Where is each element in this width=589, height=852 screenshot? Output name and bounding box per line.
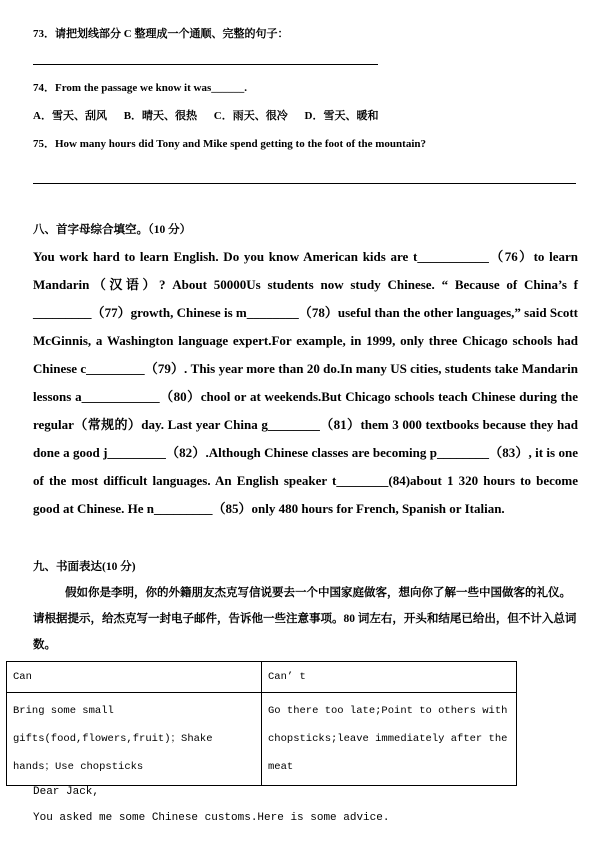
section-9-prompt: 假如你是李明，你的外籍朋友杰克写信说要去一个中国家庭做客，想向你了解一些中国做客的礼仪。请根据提示，给杰克写一封电子邮件，告诉他一些注意事项。80 词左右，开头和结尾已给出，但不计入总词数。 — [33, 587, 577, 651]
option-b: B．晴天、很热 — [123, 110, 198, 122]
table-header-row — [7, 662, 517, 693]
table-cell-can: Bring some small gifts(food,flowers,fruit)；Shake hands；Use chopsticks — [7, 693, 262, 786]
letter-greeting: Dear Jack, — [33, 786, 100, 798]
table-header-can: Can — [7, 662, 262, 693]
table-cell-cant: Go there too late;Point to others with chopsticks;leave immediately after the meat — [262, 693, 517, 786]
answer-line-73 — [33, 64, 378, 65]
question-74-options — [33, 107, 392, 123]
section-8-title: 八、首字母综合填空。（10 分） — [33, 224, 192, 236]
answer-line-75 — [33, 183, 576, 184]
question-73: 73．请把划线部分 C 整理成一个通顺、完整的句子： — [33, 28, 289, 40]
table-row — [7, 693, 517, 786]
letter-opening: You asked me some Chinese customs.Here is some advice. — [33, 812, 390, 824]
question-75: 75．How many hours did Tony and Mike spend getting to the foot of the mountain? — [33, 138, 427, 150]
table-header-cant: Can’ t — [262, 662, 517, 693]
option-d: D．雪天、暖和 — [304, 110, 379, 122]
section-8-passage: You work hard to learn English. Do you know American kids are t___________（76）to learn Mandarin（汉语）? About 50000Us students now study Chinese. “ Because of China’s f _________（77）growth, Chinese is m________（78）useful than the other languages,” said Scott McGinnis, a Washington language expert.For example, in 1999, only three Chicago schools had Chinese c_________（79）. This year more than 20 do.In many US cities, students take Mandarin lessons a____________（80）chool or at weekends.But Chicago schools teach Chinese during the regular（常规的）day. Last year China g________（81）them 3 000 textbooks because they had done a good j_________（82）.Although Chinese classes are becoming p________（83）, it is one of the most difficult languages. An English speaker t________(84)about 1 320 hours to become good at Chinese. He n_________（85）only 480 hours for French, Spanish or Italian. — [33, 249, 578, 516]
option-a: A．雪天、刮风 — [33, 110, 107, 122]
tips-table — [6, 661, 517, 786]
section-9-title: 九、书面表达(10 分) — [33, 561, 136, 573]
question-74: 74．From the passage we know it was______. — [33, 82, 247, 94]
option-c: C．雨天、很冷 — [213, 110, 288, 122]
